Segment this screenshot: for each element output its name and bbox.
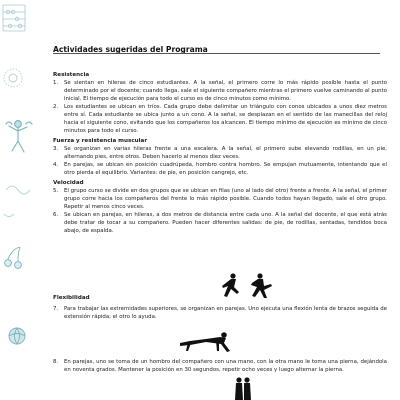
item-number: 6. xyxy=(53,212,59,218)
partner-stretch-illustration xyxy=(232,376,254,400)
item-text: El grupo curso se divide en dos grupos que se ubican en filas (uno al lado del otro) frente a frente. A la señal, el primer grupo corre hacia los compañeros del frente lo más rápido posible. Cuando todos hayan llegado, sale el otro grupo. Repetir al menos cinco veces. xyxy=(64,188,387,210)
item-number: 8. xyxy=(53,359,59,365)
cherries-icon xyxy=(5,247,22,268)
stretching-figure-illustration xyxy=(246,273,276,299)
abacus-icon xyxy=(3,5,25,31)
item-number: 7. xyxy=(53,306,59,312)
list-item xyxy=(53,79,387,103)
list-item xyxy=(53,211,387,235)
item-text: Los estudiantes se ubican en tríos. Cada grupo debe delimitar un triángulo con conos ubicados a unos diez metros entre sí. Cada estudiante se ubica junto a un cono. A la señal, se desplazan en el sentido de las manecillas del reloj hacia el siguiente cono, evitando que los compañeros los alcancen. El tiempo mínimo de ejecución es mínimo de cinco minutos para todo el curso. xyxy=(64,104,387,134)
item-8-block xyxy=(53,358,387,374)
section-strength xyxy=(53,137,387,177)
list-item xyxy=(53,103,387,135)
section-heading: Velocidad xyxy=(53,180,84,186)
item-text: Para trabajar las extremidades superiores, se organizan en parejas. Uno ejecuta una flexión lenta de brazos seguida de extensión rápida; el otro lo ayuda. xyxy=(64,306,387,320)
margin-decoration xyxy=(0,0,42,400)
pushup-pair-illustration xyxy=(176,330,234,354)
dot-circle-icon xyxy=(4,69,22,87)
item-number: 2. xyxy=(53,104,59,110)
activities-list xyxy=(53,71,387,235)
item-text: Se organizan en varias hileras frente a una escalera. A la señal, el primero sube elevando rodillas, en un pie, alternando pies, entre otros. Deben hacerlo al menos diez veces. xyxy=(64,146,387,160)
list-item xyxy=(53,187,387,211)
list-item xyxy=(53,145,387,161)
item-text: En parejas, se ubican en posición cuadrúpeda, hombro contra hombro. Se empujan mutuamente, intentando que el otro pierda el equilibrio. Variantes: de pie, en posición cangrejo, etc. xyxy=(64,162,387,176)
section-heading: Fuerza y resistencia muscular xyxy=(53,138,148,144)
list-item xyxy=(53,161,387,177)
title-divider xyxy=(53,53,380,54)
list-item xyxy=(53,305,387,321)
item-text: Se sientan en hileras de cinco estudiantes. A la señal, el primero corre lo más rápido posible hasta el punto determinado por el docente; cuando llega, sale el siguiente compañero mientras el primero vuelve caminando al punto inicial. El tiempo de ejecución para todo el curso es de cinco minutos como mínimo. xyxy=(64,80,387,102)
section-speed xyxy=(53,179,387,235)
child-figure-icon xyxy=(6,121,32,152)
section-heading: Resistencia xyxy=(53,72,90,78)
ball-icon xyxy=(9,328,25,344)
section-resistance xyxy=(53,71,387,135)
item-text: En parejas, uno se toma de un hombro del compañero con una mano, con la otra mano le toma una pierna, dejándola en noventa grados. Mantener la posición en 30 segundos, repetir ocho veces y luego alternar la pierna. xyxy=(64,359,387,373)
section-heading: Flexibilidad xyxy=(53,295,90,301)
page-title: Actividades sugeridas del Programa xyxy=(53,45,208,54)
item-number: 4. xyxy=(53,162,59,168)
item-number: 3. xyxy=(53,146,59,152)
list-item xyxy=(53,358,387,374)
item-text: Se ubican en parejas, en hileras, a dos metros de distancia entre cada uno. A la señal del docente, el que está atrás debe tratar de tocar a su compañero. Pueden hacer diferentes salidas: de pie, de rodillas, sentadas, tendidos boca abajo, de espalda. xyxy=(64,212,387,234)
item-number: 5. xyxy=(53,188,59,194)
running-figure-illustration xyxy=(216,273,246,299)
item-number: 1. xyxy=(53,80,59,86)
